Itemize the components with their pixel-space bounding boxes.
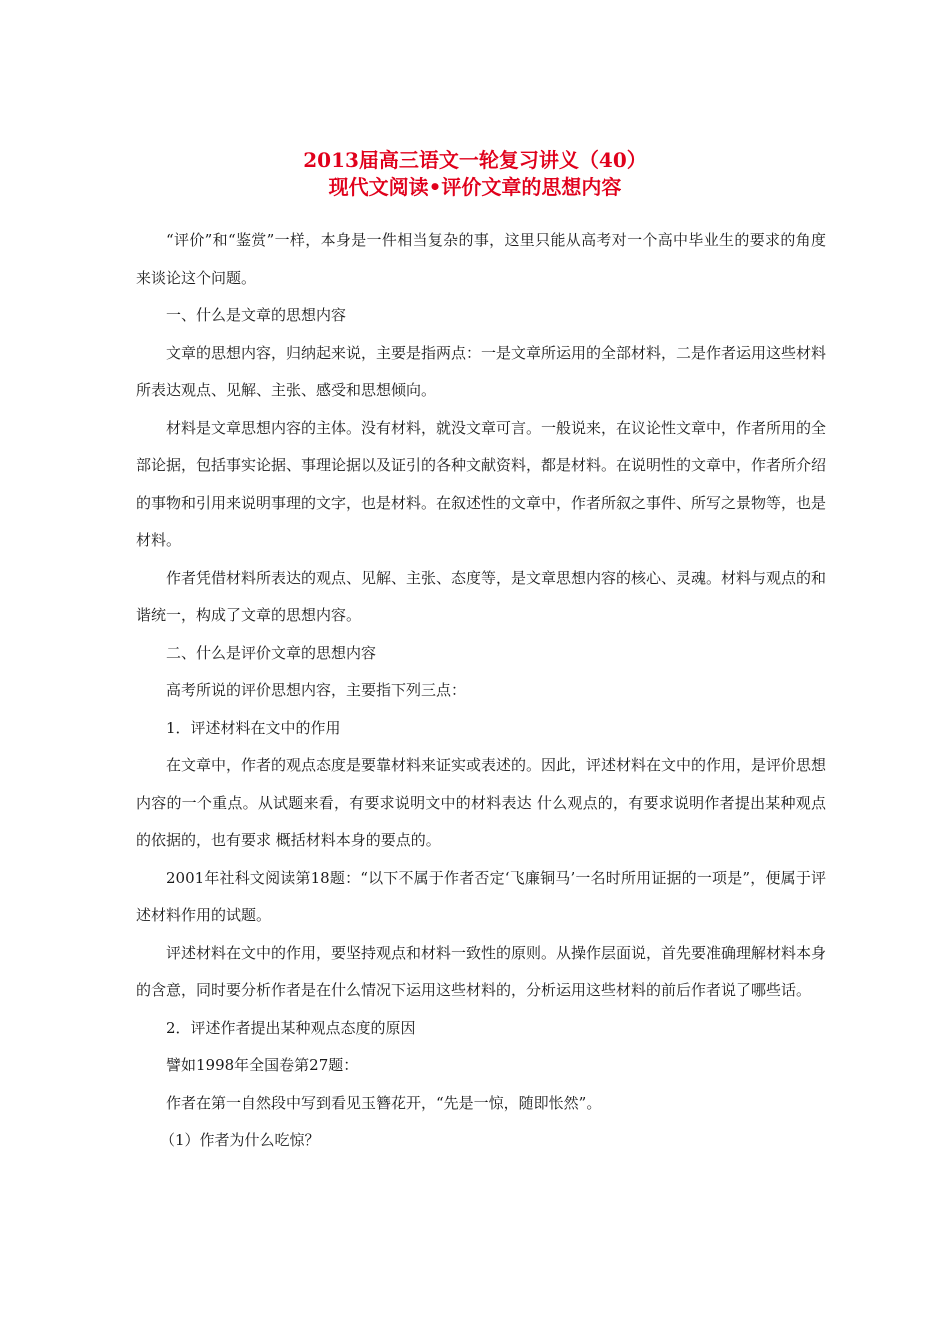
paragraph: 评述材料在文中的作用，要坚持观点和材料一致性的原则。从操作层面说，首先要准确理解材料本身的含意，同时要分析作者是在什么情况下运用这些材料的，分析运用这些材料的前后作者说了哪些话。 — [136, 943, 827, 999]
paragraph: 作者在第一自然段中写到看见玉簪花开，“先是一惊，随即怅然”。 — [166, 1093, 602, 1112]
paragraph: 2001年社科文阅读第18题：“以下不属于作者否定‘飞廉铜马’一名时所用证据的一项是”，便属于评述材料作用的试题。 — [136, 868, 826, 924]
section-heading-2: 二、什么是评价文章的思想内容 — [166, 643, 377, 662]
subsection-heading-2: 2．评述作者提出某种观点态度的原因 — [166, 1018, 416, 1037]
paragraph: 作者凭借材料所表达的观点、见解、主张、态度等，是文章思想内容的核心、灵魂。材料与观点的和谐统一，构成了文章的思想内容。 — [136, 568, 827, 624]
section-heading-1: 一、什么是文章的思想内容 — [166, 306, 347, 324]
title-line-2: 现代文阅读•评价文章的思想内容 — [328, 175, 622, 199]
subsection-heading-1: 1．评述材料在文中的作用 — [166, 718, 341, 737]
paragraph: 文章的思想内容，归纳起来说，主要是指两点：一是文章所运用的全部材料，二是作者运用这些材料所表达观点、见解、主张、感受和思想倾向。 — [136, 343, 827, 399]
paragraph: 材料是文章思想内容的主体。没有材料，就没文章可言。一般说来，在议论性文章中，作者所用的全部论据，包括事实论据、事理论据以及证引的各种文献资料，都是材料。在说明性的文章中，作者所介绍的事物和引用来说明事理的文字，也是材料。在叙述性的文章中，作者所叙之事件、所写之景物等，也是材料。 — [136, 418, 827, 549]
question-item: （1）作者为什么吃惊？ — [160, 1131, 320, 1149]
document-title — [0, 147, 950, 201]
paragraph: 在文章中，作者的观点态度是要靠材料来证实或表述的。因此，评述材料在文中的作用，是评价思想内容的一个重点。从试题来看，有要求说明文中的材料表达 什么观点的，有要求说明作者提出某种观点的依据的，也有要求 概括材料本身的要点的。 — [136, 756, 827, 849]
paragraph: 譬如1998年全国卷第27题： — [166, 1056, 359, 1074]
document-body — [136, 222, 826, 1160]
paragraph-intro: “评价”和“鉴赏”一样，本身是一件相当复杂的事，这里只能从高考对一个高中毕业生的要求的角度来谈论这个问题。 — [136, 231, 826, 287]
paragraph: 高考所说的评价思想内容，主要指下列三点： — [166, 681, 467, 699]
title-line-1: 2013届高三语文一轮复习讲义（40） — [303, 148, 647, 172]
